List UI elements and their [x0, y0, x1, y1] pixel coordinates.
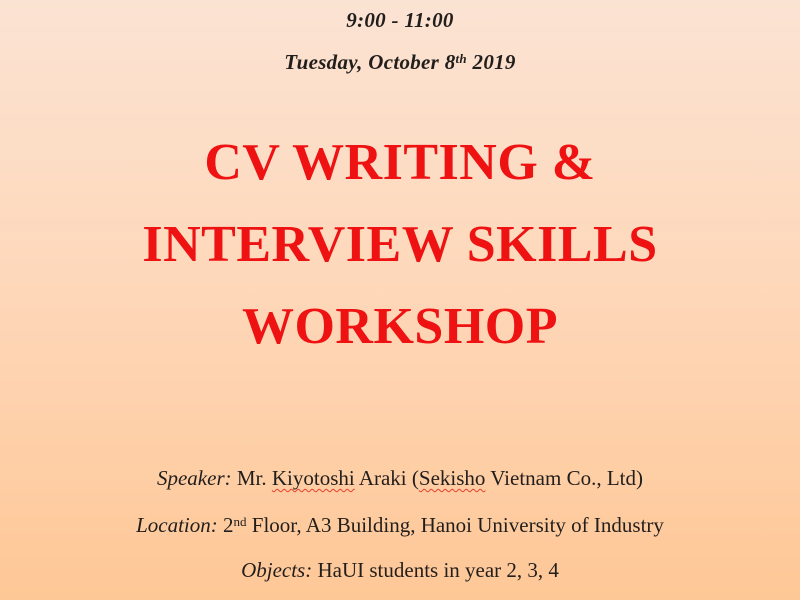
objects-detail: [0, 558, 800, 583]
event-date-suffix: 2019: [466, 50, 516, 74]
speaker-name-flagged: Kiyotoshi: [271, 466, 355, 490]
workshop-title: [0, 122, 800, 368]
workshop-title-line-2: INTERVIEW SKILLS: [142, 216, 658, 273]
event-date: [0, 50, 800, 75]
objects-label: Objects:: [241, 558, 313, 582]
speaker-text-pre: Mr.: [231, 466, 272, 490]
speaker-text-post: Vietnam Co., Ltd): [485, 466, 643, 490]
event-date-ordinal: th: [455, 51, 467, 67]
speaker-text-mid: Araki (: [354, 466, 419, 490]
speaker-label: Speaker:: [156, 466, 232, 490]
location-label: Location:: [136, 513, 218, 537]
workshop-title-line-3: WORKSHOP: [241, 298, 559, 355]
location-text-post: Floor, A3 Building, Hanoi University of Industry: [246, 513, 664, 537]
workshop-title-line-1: CV WRITING &: [204, 134, 596, 191]
location-detail: [0, 513, 800, 538]
speaker-company-flagged: Sekisho: [418, 466, 486, 490]
event-time: 9:00 - 11:00: [346, 8, 454, 32]
objects-text: HaUI students in year 2, 3, 4: [312, 558, 559, 582]
location-text-pre: 2: [217, 513, 234, 537]
speaker-detail: [0, 466, 800, 491]
location-ordinal: nd: [233, 514, 247, 530]
event-date-prefix: Tuesday, October 8: [284, 50, 456, 74]
